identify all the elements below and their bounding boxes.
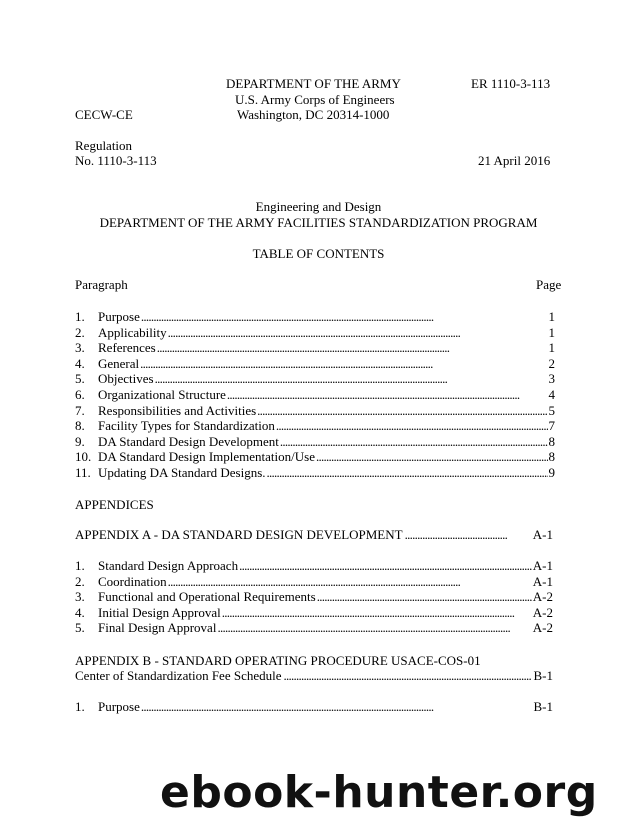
entry-page: A-2 <box>532 604 553 620</box>
entry-page: 5 <box>548 402 555 418</box>
entry-number: 7. <box>75 402 85 418</box>
entry-title: Applicability <box>98 324 167 340</box>
entry-title: Final Design Approval <box>98 620 217 636</box>
entry-page: 4 <box>548 387 555 402</box>
entry-row <box>98 403 555 418</box>
entry-row <box>98 589 553 604</box>
entry-number: 1. <box>75 699 85 714</box>
entry-page: A-1 <box>532 558 553 573</box>
entry-title: DA Standard Design Development <box>98 433 279 449</box>
entry-page: 8 <box>548 433 555 449</box>
entry-page: 8 <box>548 449 555 465</box>
appendix-a-title: APPENDIX A - DA STANDARD DESIGN DEVELOPMENT <box>75 527 403 542</box>
entry-page: 3 <box>548 371 555 387</box>
entry-number: 2. <box>75 324 85 340</box>
toc-entry[interactable] <box>75 309 555 324</box>
entry-title: Updating DA Standard Designs. <box>98 465 266 480</box>
toc-entry[interactable] <box>75 403 555 418</box>
appendix-a-entry[interactable] <box>75 527 553 542</box>
toc-entry[interactable] <box>75 699 553 714</box>
subject-title: Engineering and Design <box>255 199 382 214</box>
entry-number: 5. <box>75 620 85 636</box>
regulation-label: Regulation <box>75 138 133 153</box>
paragraph-column-label: Paragraph <box>75 277 128 292</box>
leader-dots: . . . . . . . . . . . . . . . . . . . . . . . . . . . . . . . . . . . . . . . . . . . . . . . . . . . . . . . . . . . . . . . . . . . . . . . . . . . . . . . . . . . . . . . . . . . . . . . . . . . <box>283 668 530 683</box>
toc-entry[interactable] <box>75 574 553 589</box>
entry-page: A-2 <box>532 589 553 605</box>
leader-dots <box>141 309 548 324</box>
entry-page: 2 <box>548 355 555 371</box>
entry-row <box>98 699 553 714</box>
toc-entry[interactable] <box>75 605 553 620</box>
toc-entry[interactable] <box>75 325 555 340</box>
entry-row <box>98 574 553 589</box>
toc-entry[interactable] <box>75 356 555 371</box>
leader-dots <box>227 387 548 402</box>
entry-number: 2. <box>75 573 85 589</box>
entry-number: 4. <box>75 355 85 371</box>
leader-dots <box>276 418 548 433</box>
entry-title: Initial Design Approval <box>98 604 221 620</box>
corps-name: U.S. Army Corps of Engineers <box>235 92 395 107</box>
leader-dots <box>316 449 548 464</box>
entry-title: Facility Types for Standardization <box>98 418 275 434</box>
appendix-b-subtitle: Center of Standardization Fee Schedule <box>75 668 282 683</box>
entry-row <box>98 434 555 449</box>
leader-dots <box>267 465 548 480</box>
entry-page: 7 <box>548 418 555 434</box>
entry-number: 10. <box>75 449 92 465</box>
appendices-heading: APPENDICES <box>75 497 154 512</box>
entry-row <box>98 309 555 324</box>
toc-entry[interactable] <box>75 387 555 402</box>
entry-title: Standard Design Approach <box>98 558 239 573</box>
entry-page: A-1 <box>532 573 553 589</box>
entry-row <box>98 449 555 464</box>
entry-number: 4. <box>75 604 85 620</box>
leader-dots <box>239 558 532 573</box>
entry-number: 6. <box>75 387 85 402</box>
entry-row <box>98 620 553 635</box>
entry-number: 11. <box>75 465 91 480</box>
entry-title: Responsibilities and Activities <box>98 402 257 418</box>
entry-row <box>98 558 553 573</box>
entry-page: 9 <box>548 465 555 480</box>
entry-page: B-1 <box>533 699 553 714</box>
entry-page: 1 <box>548 324 555 340</box>
page-column-label: Page <box>536 277 562 292</box>
toc-entry[interactable] <box>75 465 555 480</box>
entry-row <box>98 356 555 371</box>
entry-title: Functional and Operational Requirements <box>98 589 316 605</box>
entry-page: A-2 <box>532 620 553 636</box>
entry-number: 3. <box>75 589 85 605</box>
leader-dots <box>317 589 532 604</box>
leader-dots <box>168 325 548 340</box>
address: Washington, DC 20314-1000 <box>237 107 390 122</box>
entry-number: 5. <box>75 371 85 387</box>
office-symbol: CECW-CE <box>75 107 133 122</box>
toc-entry[interactable] <box>75 589 553 604</box>
toc-entry[interactable] <box>75 418 555 433</box>
leader-dots <box>157 340 548 355</box>
entry-title: Objectives <box>98 371 154 387</box>
toc-entry[interactable] <box>75 558 553 573</box>
program-title: DEPARTMENT OF THE ARMY FACILITIES STANDARDIZATION PROGRAM <box>99 215 538 230</box>
entry-title: Organizational Structure <box>98 387 226 402</box>
entry-title: DA Standard Design Implementation/Use <box>98 449 315 465</box>
entry-row <box>98 387 555 402</box>
department-heading: DEPARTMENT OF THE ARMY <box>226 76 401 91</box>
watermark-text: ebook-hunter.org <box>160 767 598 818</box>
appendix-b-entry[interactable] <box>75 668 553 683</box>
leader-dots <box>140 356 547 371</box>
leader-dots <box>257 403 547 418</box>
publication-date: 21 April 2016 <box>478 153 551 168</box>
entry-title: References <box>98 340 156 356</box>
appendix-b-page: B-1 <box>533 668 553 683</box>
leader-dots <box>217 620 531 635</box>
entry-number: 9. <box>75 433 85 449</box>
toc-entry[interactable] <box>75 449 555 464</box>
entry-row <box>98 325 555 340</box>
entry-number: 1. <box>75 558 85 573</box>
toc-entry[interactable] <box>75 620 553 635</box>
regulation-number: No. 1110-3-113 <box>75 153 157 168</box>
entry-title: Purpose <box>98 309 140 324</box>
leader-dots <box>155 371 548 386</box>
entry-page: 1 <box>548 309 555 324</box>
er-number: ER 1110-3-113 <box>471 76 551 91</box>
leader-dots <box>168 574 532 589</box>
entry-number: 8. <box>75 418 85 434</box>
entry-row <box>98 605 553 620</box>
leader-dots <box>141 699 533 714</box>
entry-row <box>98 465 555 480</box>
entry-row <box>98 340 555 355</box>
toc-heading: TABLE OF CONTENTS <box>252 246 385 261</box>
entry-number: 1. <box>75 309 85 324</box>
appendix-b-title: APPENDIX B - STANDARD OPERATING PROCEDURE USACE-COS-01 <box>75 653 481 668</box>
toc-entry[interactable] <box>75 371 555 386</box>
entry-title: Coordination <box>98 573 167 589</box>
entry-title: Purpose <box>98 699 140 714</box>
leader-dots: . . . . . . . . . . . . . . . . . . . . . . . . . . . . . . . . . . . . . . . . . <box>404 527 506 542</box>
leader-dots <box>222 605 532 620</box>
entry-page: 1 <box>548 340 555 356</box>
entry-row <box>98 371 555 386</box>
entry-title: General <box>98 355 140 371</box>
entry-row <box>98 418 555 433</box>
appendix-a-page: A-1 <box>532 527 553 542</box>
entry-number: 3. <box>75 340 85 356</box>
toc-entry[interactable] <box>75 434 555 449</box>
leader-dots <box>280 434 548 449</box>
toc-entry[interactable] <box>75 340 555 355</box>
